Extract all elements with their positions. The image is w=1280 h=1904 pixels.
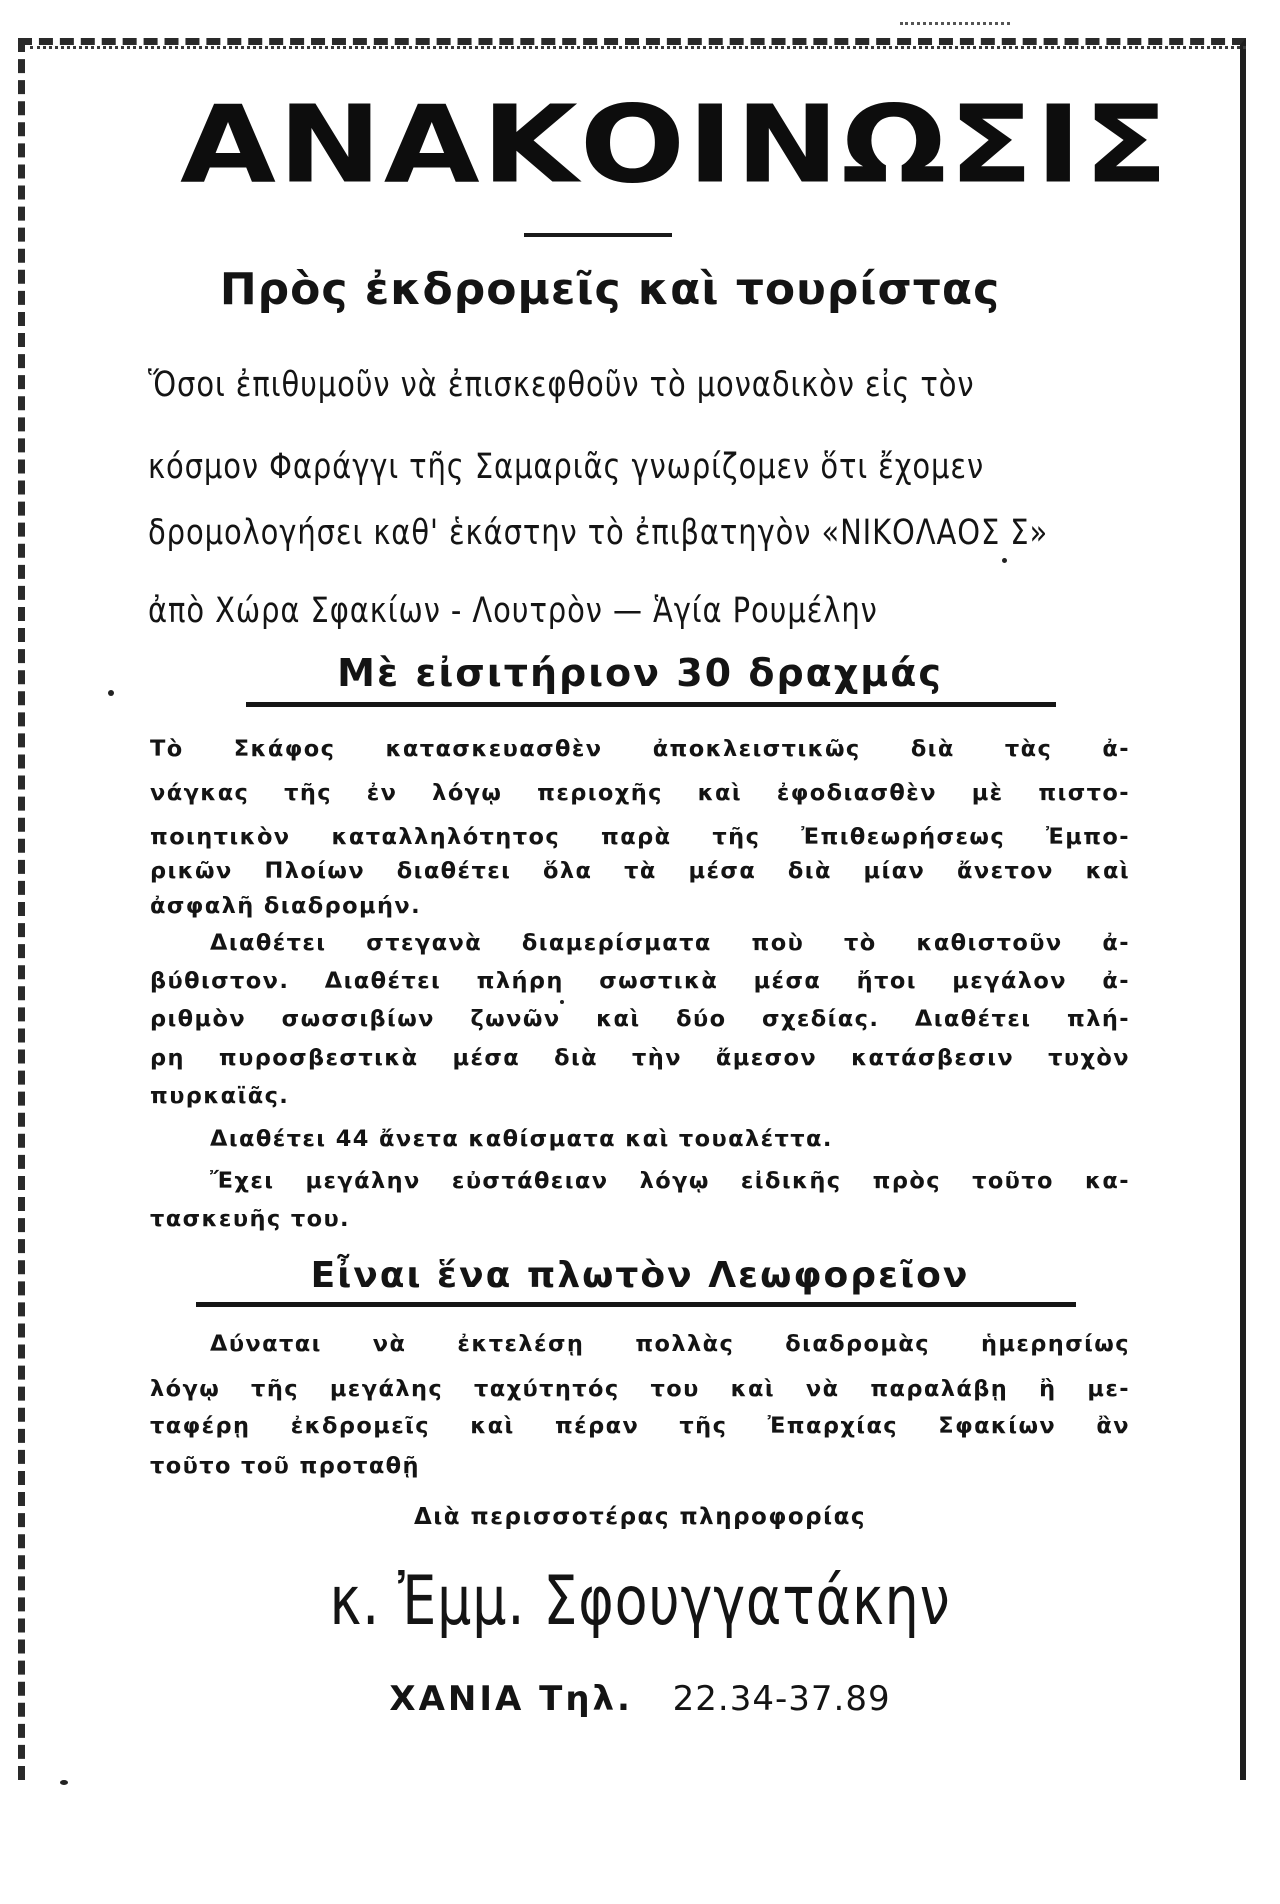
top-border-dots [30, 46, 1246, 55]
body-line: ταφέρῃ ἐκδρομεῖς καὶ πέραν τῆς Ἐπαρχίας Σφακίων ἂν [150, 1413, 1130, 1439]
scan-mark [900, 22, 1010, 31]
body-line: Τὸ Σκάφος κατασκευασθὲν ἀποκλειστικῶς διὰ τὰς ἀ- [150, 736, 1130, 762]
ink-speck [108, 690, 114, 696]
body-line: τοῦτο τοῦ προταθῇ [150, 1453, 420, 1479]
body-line: νάγκας τῆς ἐν λόγῳ περιοχῆς καὶ ἐφοδιασθὲν μὲ πιστο- [150, 780, 1130, 806]
contact-city: ΧΑΝΙΑ Τηλ. [389, 1679, 633, 1719]
body-line: ἀσφαλῆ διαδρομήν. [150, 893, 422, 919]
announcement-subtitle: Πρὸς ἐκδρομεῖς καὶ τουρίστας [219, 264, 1001, 315]
contact-details [150, 1679, 1130, 1719]
intro-line: Ὅσοι ἐπιθυμοῦν νὰ ἐπισκεφθοῦν τὸ μοναδικὸν εἰς τὸν [148, 365, 975, 405]
body-line: λόγῳ τῆς μεγάλης ταχύτητός του καὶ νὰ παραλάβῃ ἢ με- [150, 1376, 1130, 1402]
ticket-banner-underline [246, 702, 1056, 707]
body-line: ποιητικὸν καταλληλότητος παρὰ τῆς Ἐπιθεωρήσεως Ἐμπο- [150, 824, 1130, 850]
body-line: βύθιστον. Διαθέτει πλήρη σωστικὰ μέσα ἤτοι μεγάλον ἀ- [150, 968, 1130, 994]
ink-speck [60, 1780, 68, 1785]
floating-bus-banner: Εἶναι ἕνα πλωτὸν Λεωφορεῖον [310, 1255, 970, 1296]
title-underline [524, 233, 672, 237]
body-line: πυρκαϊᾶς. [150, 1083, 290, 1109]
ink-speck [1002, 558, 1007, 563]
contact-name: κ. Ἐμμ. Σφουγγατάκην [329, 1562, 951, 1641]
body-line: ρη πυροσβεστικὰ μέσα διὰ τὴν ἄμεσον κατάσβεσιν τυχὸν [150, 1045, 1130, 1071]
body-line: Διαθέτει στεγανὰ διαμερίσματα ποὺ τὸ καθιστοῦν ἀ- [210, 930, 1130, 956]
more-info-line: Διὰ περισσοτέρας πληροφορίας [413, 1504, 867, 1530]
ticket-price-banner: Μὲ εἰσιτήριον 30 δραχμάς [337, 651, 943, 695]
intro-line: κόσμον Φαράγγι τῆς Σαμαριᾶς γνωρίζομεν ὅτι ἔχομεν [148, 447, 985, 487]
body-line: Ἔχει μεγάλην εὐστάθειαν λόγῳ εἰδικῆς πρὸς τοῦτο κα- [210, 1168, 1130, 1194]
body-line: ρικῶν Πλοίων διαθέτει ὅλα τὰ μέσα διὰ μίαν ἄνετον καὶ [150, 858, 1130, 884]
body-line: Δύναται νὰ ἐκτελέσῃ πολλὰς διαδρομὰς ἡμερησίως [210, 1331, 1130, 1357]
body-line: τασκευῆς του. [150, 1206, 350, 1232]
contact-phone: 22.34-37.89 [672, 1679, 891, 1719]
announcement-title: ΑΝΑΚΟΙΝΩΣΙΣ [180, 83, 1171, 208]
bus-banner-underline [196, 1302, 1076, 1307]
body-line: ριθμὸν σωσσιβίων ζωνῶν καὶ δύο σχεδίας. Διαθέτει πλή- [150, 1006, 1130, 1032]
body-line: Διαθέτει 44 ἄνετα καθίσματα καὶ τουαλέττα. [210, 1126, 833, 1152]
ink-speck [560, 1000, 564, 1004]
intro-line: ἀπὸ Χώρα Σφακίων - Λουτρὸν — Ἁγία Ρουμέλην [148, 591, 878, 631]
intro-line: δρομολογήσει καθ' ἑκάστην τὸ ἐπιβατηγὸν «ΝΙΚΟΛΑΟΣ Σ» [148, 513, 1049, 553]
